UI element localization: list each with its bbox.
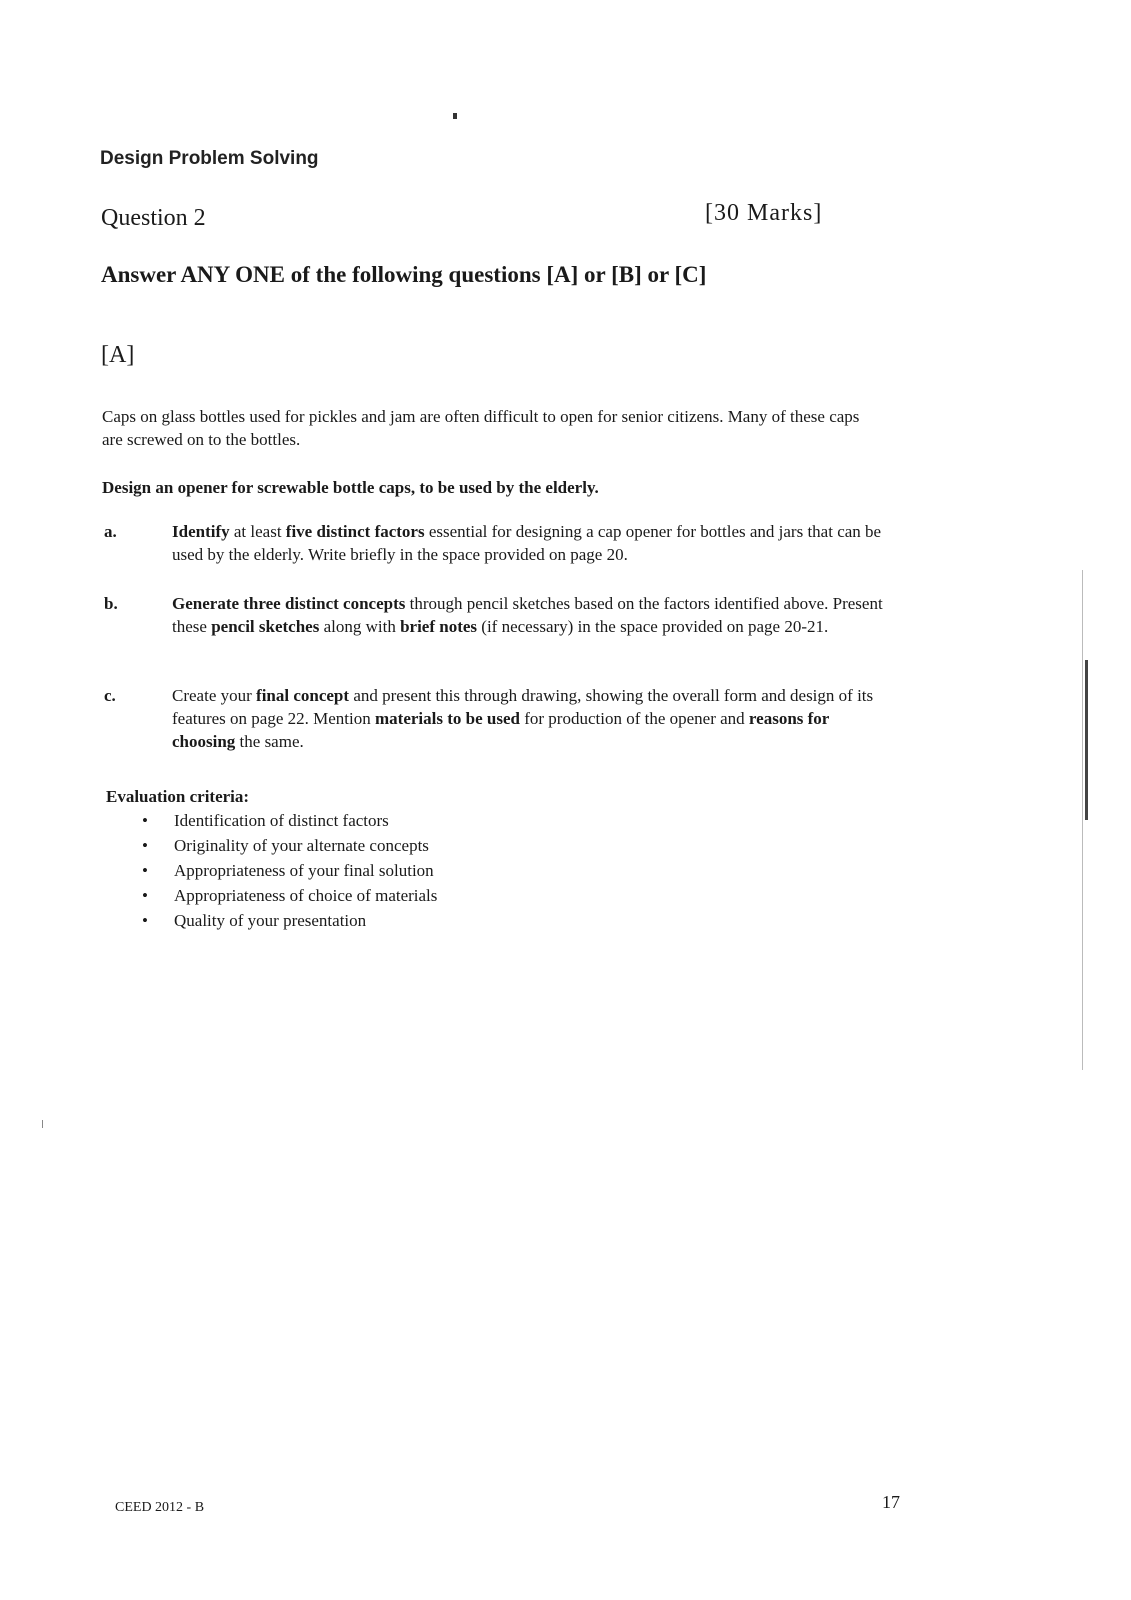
text: at least xyxy=(229,522,286,541)
criteria-list xyxy=(142,808,437,933)
text: for production of the opener and xyxy=(519,709,749,728)
option-label: [A] xyxy=(101,342,135,368)
bold-text: Identify xyxy=(172,522,230,541)
item-label: a. xyxy=(104,522,117,541)
text: the same. xyxy=(235,732,304,751)
criteria-text: Quality of your presentation xyxy=(174,911,367,930)
footer-exam-code: CEED 2012 - B xyxy=(115,1500,205,1515)
section-title: Design Problem Solving xyxy=(100,148,319,169)
marks-label: [30 Marks] xyxy=(705,200,823,226)
criteria-text: Originality of your alternate concepts xyxy=(174,836,429,855)
text: Create your xyxy=(172,686,257,705)
scan-speck xyxy=(42,1120,43,1128)
text: along with xyxy=(319,617,401,636)
scan-edge-line xyxy=(1082,570,1083,1070)
bullet: • xyxy=(142,886,148,905)
bullet: • xyxy=(142,861,148,880)
criteria-text: Appropriateness of choice of materials xyxy=(174,886,438,905)
criteria-text: Identification of distinct factors xyxy=(174,811,389,830)
bullet: • xyxy=(142,911,148,930)
criteria-item xyxy=(142,858,437,883)
task-item-b xyxy=(104,592,894,638)
bold-text: reasons for choosing xyxy=(172,709,830,751)
item-label: c. xyxy=(104,686,116,705)
instruction: Answer ANY ONE of the following questions [A] or [B] or [C] xyxy=(101,262,707,287)
text: essential for designing a cap opener for bottles and jars that can be used by the elderly. Write briefly in the space provided on page 20. xyxy=(172,522,882,564)
design-task: Design an opener for screwable bottle caps, to be used by the elderly. xyxy=(102,478,599,497)
page-number: 17 xyxy=(882,1492,900,1512)
text: through pencil sketches based on the factors identified above. Present these xyxy=(172,594,883,636)
item-text xyxy=(172,592,894,638)
criteria-text: Appropriateness of your final solution xyxy=(174,861,434,880)
bold-text: Generate three distinct concepts xyxy=(172,594,406,613)
bullet: • xyxy=(142,836,148,855)
text: and present this through drawing, showing the overall form and design of its features on page 22. Mention xyxy=(172,686,874,728)
bold-text: pencil sketches xyxy=(211,617,320,636)
item-label: b. xyxy=(104,594,118,613)
bold-text: brief notes xyxy=(400,617,478,636)
bold-text: materials to be used xyxy=(375,709,520,728)
text: (if necessary) in the space provided on page 20-21. xyxy=(477,617,829,636)
evaluation-title: Evaluation criteria: xyxy=(106,787,250,806)
criteria-item xyxy=(142,883,437,908)
bold-text: final concept xyxy=(256,686,350,705)
intro-paragraph: Caps on glass bottles used for pickles and jam are often difficult to open for senior citizens. Many of these caps are screwed on to the bottles. xyxy=(102,407,860,449)
criteria-item xyxy=(142,908,437,933)
criteria-item xyxy=(142,833,437,858)
task-item-c xyxy=(104,684,894,753)
scan-speck xyxy=(453,113,457,119)
bold-text: five distinct factors xyxy=(285,522,425,541)
task-item-a xyxy=(104,520,894,566)
question-number: Question 2 xyxy=(101,205,206,231)
criteria-item xyxy=(142,808,437,833)
bullet: • xyxy=(142,811,148,830)
item-text xyxy=(172,520,894,566)
item-text xyxy=(172,684,894,753)
scan-edge-mark xyxy=(1085,660,1088,820)
